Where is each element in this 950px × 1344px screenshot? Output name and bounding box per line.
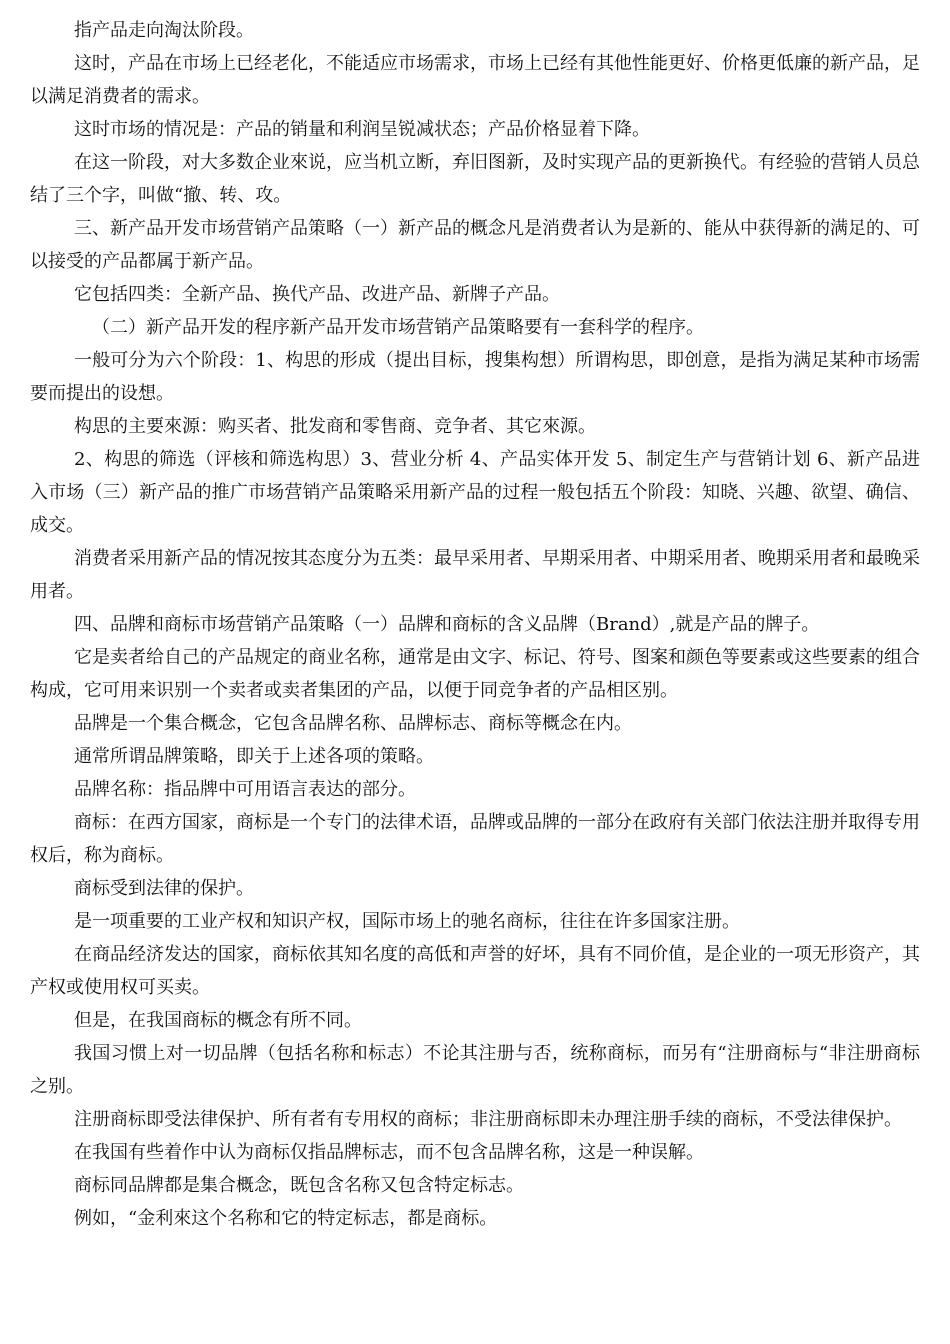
paragraph: 四、品牌和商标市场营销产品策略（一）品牌和商标的含义品牌（Brand）,就是产品的牌子。 xyxy=(74,614,820,635)
paragraph: 这时，产品在市场上已经老化，不能适应市场需求，市场上已经有其他性能更好、价格更低廉的新产品，足以满足消费者的需求。 xyxy=(30,53,920,107)
paragraph: 它是卖者给自己的产品规定的商业名称，通常是由文字、标记、符号、图案和颜色等要素或这些要素的组合构成，它可用来识别一个卖者或卖者集团的产品，以便于同竞争者的产品相区别。 xyxy=(30,647,920,701)
paragraph: 是一项重要的工业产权和知识产权，国际市场上的驰名商标，往往在许多国家注册。 xyxy=(74,911,740,932)
paragraph: 注册商标即受法律保护、所有者有专用权的商标；非注册商标即未办理注册手续的商标，不受法律保护。 xyxy=(74,1109,902,1130)
paragraph: 这时市场的情况是：产品的销量和利润呈锐减状态；产品价格显着下降。 xyxy=(74,119,650,140)
paragraph: （二）新产品开发的程序新产品开发市场营销产品策略要有一套科学的程序。 xyxy=(92,317,704,338)
paragraph: 我国习惯上对一切品牌（包括名称和标志）不论其注册与否，统称商标，而另有“注册商标与“非注册商标之别。 xyxy=(30,1043,920,1097)
paragraph: 构思的主要來源：购买者、批发商和零售商、竞争者、其它來源。 xyxy=(74,416,596,437)
paragraph: 品牌是一个集合概念，它包含品牌名称、品牌标志、商标等概念在内。 xyxy=(74,713,632,734)
paragraph: 但是，在我国商标的概念有所不同。 xyxy=(74,1010,362,1031)
paragraph: 消费者采用新产品的情况按其态度分为五类：最早采用者、早期采用者、中期采用者、晚期采用者和最晚采用者。 xyxy=(30,548,920,602)
paragraph: 指产品走向淘汰阶段。 xyxy=(74,20,254,41)
paragraph: 商标受到法律的保护。 xyxy=(74,878,254,899)
paragraph: 三、新产品开发市场营销产品策略（一）新产品的概念凡是消费者认为是新的、能从中获得新的满足的、可以接受的产品都属于新产品。 xyxy=(30,218,920,272)
paragraph: 一般可分为六个阶段：1、构思的形成（提出目标，搜集构想）所谓构思，即创意，是指为满足某种市场需要而提出的设想。 xyxy=(30,350,920,404)
paragraph: 在商品经济发达的国家，商标依其知名度的高低和声誉的好坏，具有不同价值，是企业的一项无形资产，其产权或使用权可买卖。 xyxy=(30,944,920,998)
paragraph: 2、构思的筛选（评核和筛选构思）3、营业分析 4、产品实体开发 5、制定生产与营销计划 6、新产品进入市场（三）新产品的推广市场营销产品策略采用新产品的过程一般包括五个阶段：知晓、兴趣、欲望、确信、成交。 xyxy=(30,449,920,536)
paragraph: 商标同品牌都是集合概念，既包含名称又包含特定标志。 xyxy=(74,1175,524,1196)
paragraph: 它包括四类：全新产品、换代产品、改进产品、新牌子产品。 xyxy=(74,284,560,305)
paragraph: 在我国有些着作中认为商标仅指品牌标志，而不包含品牌名称，这是一种误解。 xyxy=(74,1142,704,1163)
paragraph: 在这一阶段，对大多数企业來说，应当机立断，弃旧图新，及时实现产品的更新换代。有经验的营销人员总结了三个字，叫做“撤、转、攻。 xyxy=(30,152,920,206)
paragraph: 通常所谓品牌策略，即关于上述各项的策略。 xyxy=(74,746,434,767)
paragraph: 商标：在西方国家，商标是一个专门的法律术语，品牌或品牌的一部分在政府有关部门依法注册并取得专用权后，称为商标。 xyxy=(30,812,920,866)
paragraph: 品牌名称：指品牌中可用语言表达的部分。 xyxy=(74,779,416,800)
paragraph: 例如，“金利來这个名称和它的特定标志，都是商标。 xyxy=(74,1208,498,1229)
